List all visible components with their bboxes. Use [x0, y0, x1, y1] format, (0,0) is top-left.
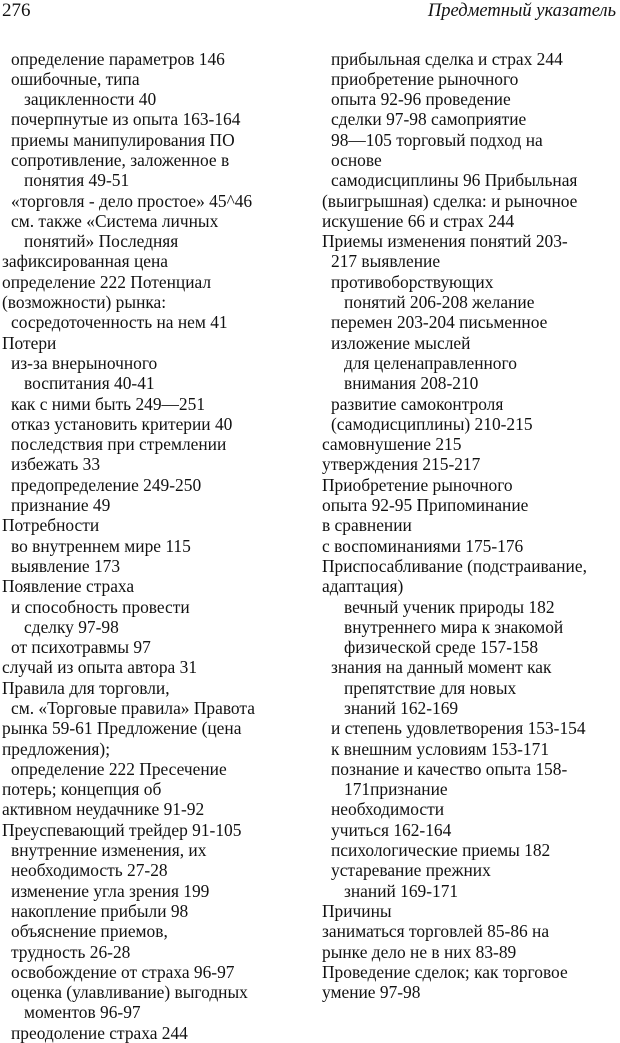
index-subentry: препятствие для новых	[322, 678, 620, 698]
index-subentry: выявление 173	[2, 556, 302, 576]
index-entry: с воспоминаниями 175-176	[322, 536, 620, 556]
index-subentry: сделки 97-98 самоприятие	[322, 109, 620, 129]
index-subentry: сосредоточенность на нем 41	[2, 312, 302, 332]
index-entry: рынка 59-61 Предложение (цена	[2, 718, 302, 738]
index-subentry: учиться 162-164	[322, 820, 620, 840]
index-entry: Причины	[322, 901, 620, 921]
index-entry: адаптация)	[322, 576, 620, 596]
page-header	[0, 0, 620, 26]
index-entry: Потери	[2, 333, 302, 353]
index-subentry: противоборствующих	[322, 272, 620, 292]
index-subentry: знаний 169-171	[322, 881, 620, 901]
index-entry: опыта 92-95 Припоминание	[322, 495, 620, 515]
index-subentry: знания на данный момент как	[322, 657, 620, 677]
index-entry: Приспосабливание (подстраивание,	[322, 556, 620, 576]
index-column-left	[2, 49, 302, 1043]
index-entry: зафиксированная цена	[2, 251, 302, 271]
index-entry: потерь; концепция об	[2, 779, 302, 799]
index-entry: рынке дело не в них 83-89	[322, 942, 620, 962]
index-entry: (выигрышная) сделка: и рыночное	[322, 191, 620, 211]
index-entry: Потребности	[2, 515, 302, 535]
index-subentry: «торговля - дело простое» 45^46	[2, 191, 302, 211]
index-subentry: от психотравмы 97	[2, 637, 302, 657]
index-subentry: определение параметров 146	[2, 49, 302, 69]
page-number: 276	[2, 0, 31, 23]
running-title: Предметный указатель	[428, 0, 616, 23]
index-subentry: изменение угла зрения 199	[2, 881, 302, 901]
index-entry: предложения);	[2, 739, 302, 759]
index-subentry: освобождение от страха 96-97	[2, 962, 302, 982]
index-entry: (возможности) рынка:	[2, 292, 302, 312]
index-entry: Появление страха	[2, 576, 302, 596]
index-subentry: приемы манипулирования ПО	[2, 130, 302, 150]
index-entry: Приемы изменения понятий 203-	[322, 231, 620, 251]
index-subentry: изложение мыслей	[322, 333, 620, 353]
index-entry: искушение 66 и страх 244	[322, 211, 620, 231]
index-subentry: устаревание прежних	[322, 860, 620, 880]
index-subentry: вечный ученик природы 182	[322, 597, 620, 617]
index-subentry: признание 49	[2, 495, 302, 515]
index-subentry: моментов 96-97	[2, 1002, 302, 1022]
index-subentry: (самодисциплины) 210-215	[322, 414, 620, 434]
index-subentry: избежать 33	[2, 454, 302, 474]
index-subentry: см. также «Система личных	[2, 211, 302, 231]
index-subentry: понятий 206-208 желание	[322, 292, 620, 312]
index-entry: в сравнении	[322, 515, 620, 535]
index-subentry: сопротивление, заложенное в	[2, 150, 302, 170]
index-subentry: внимания 208-210	[322, 373, 620, 393]
index-entry: случай из опыта автора 31	[2, 657, 302, 677]
index-subentry: трудность 26-28	[2, 942, 302, 962]
index-subentry: зацикленности 40	[2, 89, 302, 109]
index-subentry: приобретение рыночного	[322, 69, 620, 89]
index-entry: самовнушение 215	[322, 434, 620, 454]
index-subentry: объяснение приемов,	[2, 921, 302, 941]
index-subentry: последствия при стремлении	[2, 434, 302, 454]
index-subentry: воспитания 40-41	[2, 373, 302, 393]
index-entry: Приобретение рыночного	[322, 475, 620, 495]
index-subentry: познание и качество опыта 158-	[322, 759, 620, 779]
index-subentry: внутреннего мира к знакомой	[322, 617, 620, 637]
index-subentry: для целенаправленного	[322, 353, 620, 373]
index-subentry: и способность провести	[2, 597, 302, 617]
index-subentry: необходимости	[322, 799, 620, 819]
index-subentry: и степень удовлетворения 153-154	[322, 718, 620, 738]
index-subentry: прибыльная сделка и страх 244	[322, 49, 620, 69]
index-subentry: необходимость 27-28	[2, 860, 302, 880]
index-subentry: к внешним условиям 153-171	[322, 739, 620, 759]
index-subentry: как с ними быть 249—251	[2, 394, 302, 414]
index-subentry: почерпнутые из опыта 163-164	[2, 109, 302, 129]
index-subentry: отказ установить критерии 40	[2, 414, 302, 434]
index-subentry: предопределение 249-250	[2, 475, 302, 495]
index-entry: определение 222 Потенциал	[2, 272, 302, 292]
index-subentry: психологические приемы 182	[322, 840, 620, 860]
index-subentry: 171признание	[322, 779, 620, 799]
index-entry: Проведение сделок; как торговое	[322, 962, 620, 982]
index-entry: заниматься торговлей 85-86 на	[322, 921, 620, 941]
index-subentry: преодоление страха 244	[2, 1023, 302, 1043]
index-subentry: 217 выявление	[322, 251, 620, 271]
index-subentry: определение 222 Пресечение	[2, 759, 302, 779]
index-subentry: опыта 92-96 проведение	[322, 89, 620, 109]
index-subentry: знаний 162-169	[322, 698, 620, 718]
index-subentry: сделку 97-98	[2, 617, 302, 637]
index-subentry: внутренние изменения, их	[2, 840, 302, 860]
index-entry: умение 97-98	[322, 982, 620, 1002]
index-entry: утверждения 215-217	[322, 454, 620, 474]
index-subentry: ошибочные, типа	[2, 69, 302, 89]
index-column-right	[322, 49, 620, 1003]
index-subentry: см. «Торговые правила» Правота	[2, 698, 302, 718]
index-entry: Правила для торговли,	[2, 678, 302, 698]
index-subentry: 98—105 торговый подход на	[322, 130, 620, 150]
index-entry: активном неудачнике 91-92	[2, 799, 302, 819]
index-subentry: физической среде 157-158	[322, 637, 620, 657]
index-subentry: понятий» Последняя	[2, 231, 302, 251]
index-subentry: во внутреннем мире 115	[2, 536, 302, 556]
index-entry: Преуспевающий трейдер 91-105	[2, 820, 302, 840]
index-subentry: основе	[322, 150, 620, 170]
index-subentry: самодисциплины 96 Прибыльная	[322, 170, 620, 190]
index-subentry: понятия 49-51	[2, 170, 302, 190]
index-subentry: оценка (улавливание) выгодных	[2, 982, 302, 1002]
index-subentry: развитие самоконтроля	[322, 394, 620, 414]
index-subentry: из-за внерыночного	[2, 353, 302, 373]
index-subentry: перемен 203-204 письменное	[322, 312, 620, 332]
index-subentry: накопление прибыли 98	[2, 901, 302, 921]
